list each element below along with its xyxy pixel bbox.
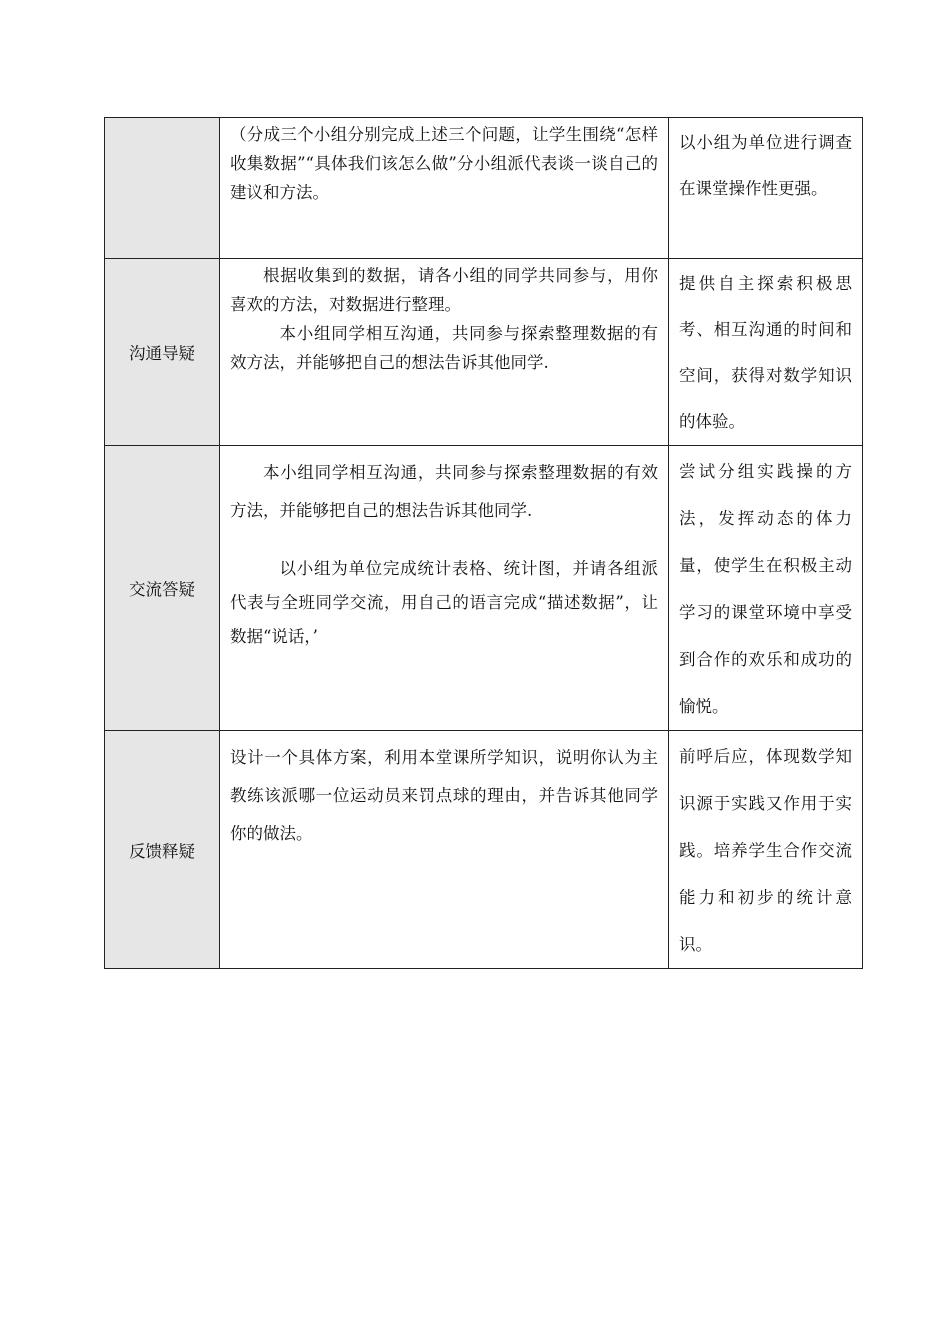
- content-cell: [220, 731, 669, 969]
- table-row: [105, 731, 863, 969]
- note-text: 提供自主探索积极思考、相互沟通的时间和空间，获得对数学知识的体验。: [679, 274, 852, 431]
- content-cell: [220, 118, 669, 259]
- lesson-plan-table: [104, 117, 863, 969]
- table-row: [105, 259, 863, 446]
- stage-cell: 交流答疑: [105, 446, 220, 731]
- note-text: 尝试分组实践操的方法，发挥动态的体力量，使学生在积极主动学习的课堂环境中享受到合作的欢乐和成功的愉悦。: [679, 462, 852, 716]
- stage-cell: 沟通导疑: [105, 259, 220, 446]
- content-paragraph: 以小组为单位完成统计表格、统计图，并请各组派代表与全班同学交流，用自己的语言完成“描述数据”，让数据“说话，’: [230, 559, 658, 646]
- note-text: 以小组为单位进行调查在课堂操作性更强。: [679, 133, 852, 198]
- table-row: [105, 446, 863, 731]
- content-paragraph: 本小组同学相互沟通，共同参与探索整理数据的有效方法，并能够把自己的想法告诉其他同学.: [230, 463, 658, 520]
- content-cell: [220, 259, 669, 446]
- content-paragraph: （分成三个小组分别完成上述三个问题，让学生围绕“怎样收集数据”“具体我们该怎么做”分小组派代表谈一谈自己的建议和方法。: [230, 125, 658, 202]
- note-cell: [669, 259, 863, 446]
- table-row: [105, 118, 863, 259]
- note-cell: [669, 446, 863, 731]
- content-paragraph: 设计一个具体方案，利用本堂课所学知识，说明你认为主教练该派哪一位运动员来罚点球的理由，并告诉其他同学你的做法。: [230, 748, 658, 843]
- note-cell: [669, 118, 863, 259]
- content-paragraph: 本小组同学相互沟通，共同参与探索整理数据的有效方法，并能够把自己的想法告诉其他同学.: [230, 324, 658, 372]
- stage-cell: 反馈释疑: [105, 731, 220, 969]
- note-text: 前呼后应，体现数学知识源于实践又作用于实践。培养学生合作交流能力和初步的统计意识。: [679, 747, 852, 954]
- content-paragraph: 根据收集到的数据，请各小组的同学共同参与，用你喜欢的方法，对数据进行整理。: [230, 266, 658, 314]
- note-cell: [669, 731, 863, 969]
- content-cell: [220, 446, 669, 731]
- stage-cell: [105, 118, 220, 259]
